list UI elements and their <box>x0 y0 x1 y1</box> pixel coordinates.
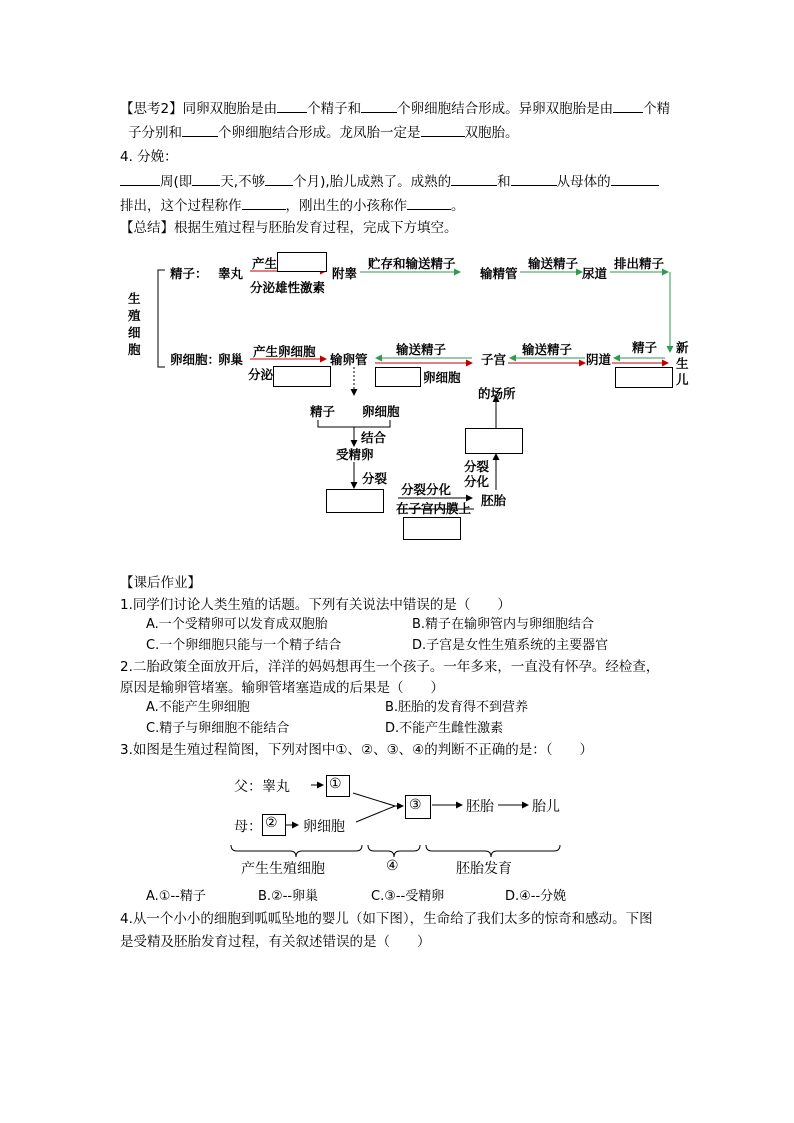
newborn-char: 新 <box>676 340 689 355</box>
fig-embryo: 胚胎 <box>466 799 494 815</box>
q3-option-b[interactable]: B.②--卵巢 <box>258 889 319 904</box>
think2-text-7: 双胞胎。 <box>464 125 519 141</box>
uterus-label: 子宫 <box>481 352 507 367</box>
egg2-label: 卵细胞 <box>362 404 400 419</box>
sperm-row-label: 精子： <box>170 266 208 281</box>
fig-brace-2 <box>368 845 420 857</box>
vas-deferens-label: 输精管 <box>480 266 518 281</box>
fig-circle-2: ② <box>265 815 278 831</box>
combine-label: 结合 <box>361 430 387 445</box>
urethra-label: 尿道 <box>582 266 608 281</box>
q2-option-c[interactable]: C.精子与卵细胞不能结合 <box>146 721 290 736</box>
diff2-label: 分化 <box>464 474 490 489</box>
secrete-label: 分泌 <box>248 367 274 382</box>
blank-box-2[interactable] <box>615 367 673 388</box>
q2-stem-2: 原因是输卵管堵塞。输卵管堵塞造成的后果是（ ） <box>120 680 444 696</box>
left-bracket <box>158 270 165 367</box>
side-char: 殖 <box>128 308 141 323</box>
side-char: 生 <box>128 291 141 306</box>
fig-brace-1 <box>231 845 362 857</box>
childbirth-text-7: ，刚出生的小孩称作 <box>285 198 407 214</box>
q3-option-a[interactable]: A.①--精子 <box>146 889 206 904</box>
sperm2-label: 精子 <box>310 404 336 419</box>
newborn-char: 生 <box>676 356 689 371</box>
zygote-label: 受精卵 <box>336 447 374 462</box>
q1-option-d[interactable]: D.子宫是女性生殖系统的主要器官 <box>412 638 609 653</box>
place-label: 的场所 <box>478 386 516 401</box>
newborn-label <box>676 340 690 388</box>
transport-sperm-1-label: 输送精子 <box>528 256 579 271</box>
egg-cell-box-label: 卵细胞 <box>423 370 461 385</box>
q2-option-b[interactable]: B.胚胎的发育得不到营养 <box>385 700 529 715</box>
fig-fetus: 胎儿 <box>532 799 560 815</box>
produce-egg-label: 产生卵细胞 <box>253 344 316 359</box>
homework-title: 【课后作业】 <box>120 575 201 591</box>
oviduct-label: 输卵管 <box>330 352 368 367</box>
think2-text-3: 个卵细胞结合形成。异卵双胞胎是由 <box>397 101 614 117</box>
fig-join-1 <box>353 793 395 806</box>
fig-circle-3: ③ <box>409 797 422 813</box>
testis-label: 睾丸 <box>218 266 244 281</box>
q1-option-a[interactable]: A.一个受精卵可以发育成双胞胎 <box>146 617 328 632</box>
fig-circle-1: ① <box>329 776 342 792</box>
fig-father: 父：睾丸 <box>234 779 290 795</box>
think2-text-2: 个精子和 <box>307 101 362 117</box>
transport-sperm-2-label: 输送精子 <box>396 342 447 357</box>
blank-box-5[interactable] <box>465 428 523 454</box>
discharge-sperm-label: 排出精子 <box>614 256 665 271</box>
childbirth-text-3: 个月),胎儿成熟了。成熟的 <box>293 174 452 190</box>
q3-option-c[interactable]: C.③--受精卵 <box>371 889 445 904</box>
vagina-label: 阴道 <box>586 352 612 367</box>
q1-option-c[interactable]: C.一个卵细胞只能与一个精子结合 <box>146 638 342 653</box>
side-char: 细 <box>128 325 141 340</box>
ovary-label: 卵巢 <box>218 352 244 367</box>
transport-sperm-3-label: 输送精子 <box>522 342 573 357</box>
side-label <box>128 290 142 358</box>
fig-produce-cells: 产生生殖细胞 <box>241 861 325 877</box>
childbirth-text-5: 从母体的 <box>556 174 611 190</box>
store-transport-label: 贮存和输送精子 <box>368 256 456 271</box>
embryo-label: 胚胎 <box>481 493 507 508</box>
split-label: 分裂 <box>362 471 388 486</box>
q4-stem-2: 是受精及胚胎发育过程，有关叙述错误的是（ ） <box>120 934 431 950</box>
blank-box-hormone[interactable] <box>273 366 331 387</box>
combine-bracket <box>318 420 390 427</box>
fig-embryo-dev: 胚胎发育 <box>456 861 512 877</box>
childbirth-text-1: 周(即 <box>160 174 193 190</box>
blank-box-sperm[interactable] <box>277 252 327 272</box>
newborn-char: 儿 <box>676 372 689 387</box>
blank-box-4[interactable] <box>403 517 461 540</box>
q2-option-d[interactable]: D.不能产生雌性激素 <box>385 721 504 736</box>
q4-stem-1: 4.从一个小小的细胞到呱呱坠地的婴儿（如下图），生命给了我们太多的惊奇和感动。下图 <box>120 911 653 927</box>
epididymis-label: 附睾 <box>332 266 358 281</box>
think2-text-5: 子分别和 <box>128 125 182 141</box>
summary-line: 【总结】根据生殖过程与胚胎发育过程，完成下方填空。 <box>120 220 458 236</box>
fig-join-2 <box>356 806 395 822</box>
childbirth-text-8: 。 <box>451 198 465 214</box>
childbirth-text-6: 排出，这个过程称作 <box>120 198 242 214</box>
fig-egg: 卵细胞 <box>303 819 345 835</box>
uterus-lining-label: 在子宫内膜上 <box>396 501 472 516</box>
q1-option-b[interactable]: B.精子在输卵管内与卵细胞结合 <box>412 617 595 632</box>
split2-label: 分裂 <box>464 459 490 474</box>
side-char: 胞 <box>128 342 141 357</box>
q3-stem: 3.如图是生殖过程简图，下列对图中①、②、③、④的判断不正确的是：（ ） <box>120 742 594 758</box>
q3-option-d[interactable]: D.④--分娩 <box>505 889 567 904</box>
childbirth-heading: 4. 分娩： <box>120 149 178 165</box>
fig-mother: 母： <box>234 819 262 835</box>
fig-circle-4: ④ <box>386 858 399 874</box>
produce-label: 产生 <box>252 256 278 271</box>
think2-text-1: 【思考2】同卵双胞胎是由 <box>120 101 278 117</box>
childbirth-text-4: 和 <box>497 174 511 190</box>
sperm-label: 精子 <box>632 340 658 355</box>
secrete-male-label: 分泌雄性激素 <box>250 280 326 295</box>
think2-text-4: 个精 <box>643 101 671 117</box>
q2-stem-1: 2.二胎政策全面放开后，洋洋的妈妈想再生一个孩子。一年多来，一直没有怀孕。经检查， <box>120 659 660 675</box>
q1-stem: 1.同学们讨论人类生殖的话题。下列有关说法中错误的是（ ） <box>120 597 511 613</box>
blank-box-1[interactable] <box>375 367 421 387</box>
egg-row-label: 卵细胞： <box>170 352 221 367</box>
q2-option-a[interactable]: A.不能产生卵细胞 <box>146 700 250 715</box>
fig-brace-3 <box>426 845 560 857</box>
split-diff-label: 分裂分化 <box>401 482 452 497</box>
think2-text-6: 个卵细胞结合形成。龙凤胎一定是 <box>218 125 421 141</box>
blank-box-3[interactable] <box>326 489 384 513</box>
childbirth-text-2: 天,不够 <box>220 174 266 190</box>
